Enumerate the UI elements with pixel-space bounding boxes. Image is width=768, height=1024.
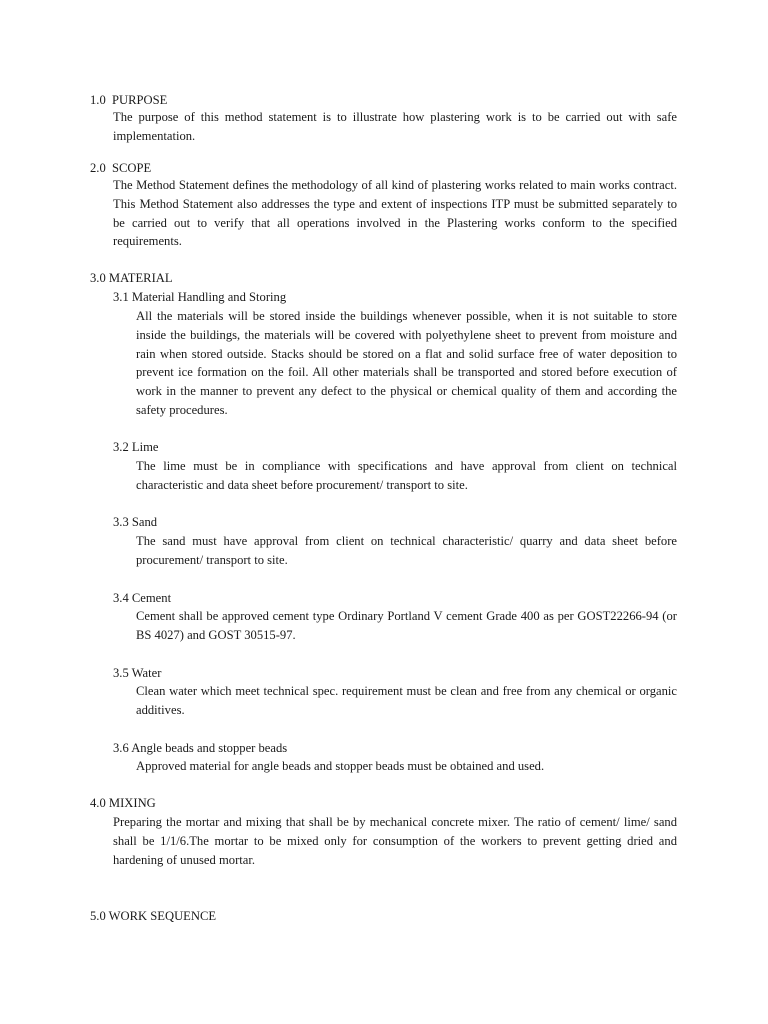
section-heading-purpose [90, 91, 167, 110]
subsection-body-material-handling: All the materials will be stored inside the buildings whenever possible, when it is not suitable to store inside the buildings, the materials will be covered with polyethylene sheet to prevent from moisture and rain when stored outside. Stacks should be stored on a flat and solid surface free of water deposition to prevent ice formation on the foil. All other materials shall be transported and stored before execution of work in the manner to prevent any defect to the physical or chemical quality of them and according the safety procedures. [136, 309, 677, 417]
section-body-purpose: The purpose of this method statement is to illustrate how plastering work is to be carried out with safe implementation. [113, 110, 677, 143]
subsection-heading-sand: 3.3 Sand [113, 515, 158, 529]
section-body-mixing: Preparing the mortar and mixing that shall be by mechanical concrete mixer. The ratio of cement/ lime/ sand shall be 1/1/6.The mortar to be mixed only for consumption of the workers to prevent getting dried and hardening of unused mortar. [113, 815, 677, 867]
section-body-scope: The Method Statement defines the methodology of all kind of plastering works related to main works contract. This Method Statement also addresses the type and extent of inspections ITP must be submitted separately to be carried out to verify that all operations involved in the Plastering works conform to the specified requirements. [113, 178, 677, 249]
section-heading-mixing: 4.0 MIXING [90, 796, 156, 810]
section-title: SCOPE [112, 161, 152, 175]
section-heading-scope [90, 159, 151, 178]
subsection-body-water: Clean water which meet technical spec. requirement must be clean and free from any chemical or organic additives. [136, 684, 677, 717]
section-number: 1.0 [90, 93, 106, 107]
subsection-heading-cement: 3.4 Cement [113, 591, 172, 605]
subsection-body-cement: Cement shall be approved cement type Ordinary Portland V cement Grade 400 as per GOST22266-94 (or BS 4027) and GOST 30515-97. [136, 609, 677, 642]
subsection-body-angle-beads: Approved material for angle beads and stopper beads must be obtained and used. [136, 759, 545, 773]
section-title: PURPOSE [112, 93, 168, 107]
subsection-body-lime: The lime must be in compliance with specifications and have approval from client on technical characteristic and data sheet before procurement/ transport to site. [136, 459, 677, 492]
subsection-body-sand: The sand must have approval from client on technical characteristic/ quarry and data sheet before procurement/ transport to site. [136, 534, 677, 567]
subsection-heading-lime: 3.2 Lime [113, 440, 159, 454]
section-heading-work-sequence: 5.0 WORK SEQUENCE [90, 909, 217, 923]
subsection-heading-material-handling: 3.1 Material Handling and Storing [113, 290, 287, 304]
subsection-heading-water: 3.5 Water [113, 666, 162, 680]
section-heading-material: 3.0 MATERIAL [90, 271, 173, 285]
subsection-heading-angle-beads: 3.6 Angle beads and stopper beads [113, 741, 288, 755]
section-number: 2.0 [90, 161, 106, 175]
